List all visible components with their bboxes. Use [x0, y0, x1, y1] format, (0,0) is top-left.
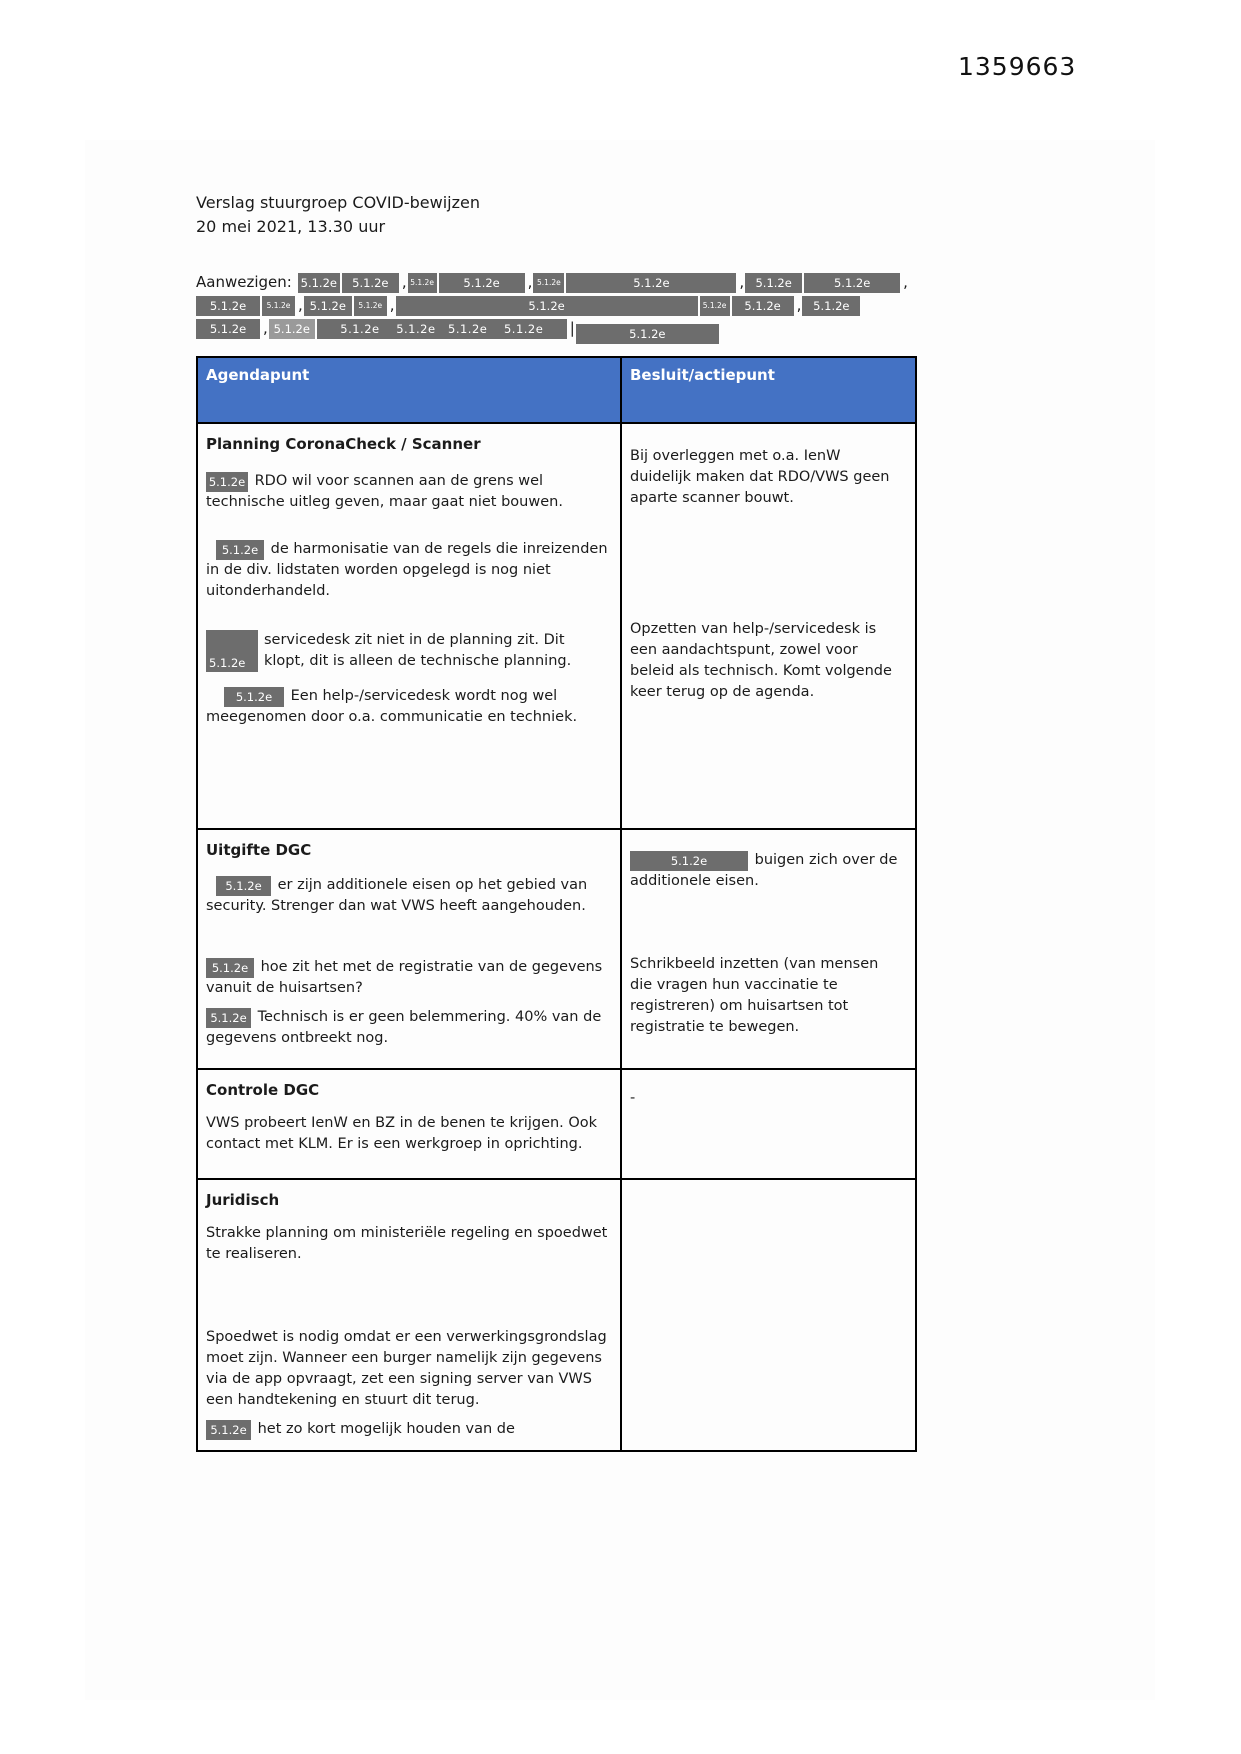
paragraph-text: VWS probeert IenW en BZ in de benen te krijgen. Ook contact met KLM. Er is een werkgroep in oprichting.	[206, 1115, 598, 1152]
redaction-box: 5.1.2e	[196, 319, 260, 339]
agendapunt-cell	[197, 829, 621, 1069]
redaction-box: 5.1.2e	[802, 296, 860, 316]
column-header-besluit-actiepunt: Besluit/actiepunt	[621, 357, 916, 423]
paragraph-text: Opzetten van help-/servicedesk is een aandachtspunt, zowel voor beleid als technisch. Komt volgende keer terug op de agenda.	[630, 621, 892, 700]
separator: ,	[263, 319, 268, 337]
redaction-box: 5.1.2e 5.1.2e 5.1.2e 5.1.2e	[317, 319, 567, 339]
agendapunt-cell	[197, 1069, 621, 1179]
separator: ,	[796, 296, 802, 314]
paragraph	[206, 957, 608, 999]
separator: ,	[389, 296, 395, 314]
redaction-box: 5.1.2e	[342, 273, 399, 293]
agenda-row	[197, 829, 916, 1069]
paragraph-text: Schrikbeeld inzetten (van mensen die vragen hun vaccinatie te registreren) om huisartsen tot registratie te bewegen.	[630, 956, 879, 1035]
document-content	[196, 192, 918, 1452]
paragraph-text: Strakke planning om ministeriële regeling en spoedwet te realiseren.	[206, 1225, 608, 1262]
agenda-row	[197, 1179, 916, 1451]
redaction-box: 5.1.2e	[206, 472, 248, 492]
redaction-box: 5.1.2e	[196, 296, 260, 316]
separator: ,	[739, 273, 745, 291]
document-title: Verslag stuurgroep COVID-bewijzen	[196, 193, 480, 212]
redaction-box: 5.1.2e	[745, 273, 802, 293]
agendapunt-cell	[197, 423, 621, 829]
paragraph-text: buigen zich over de additionele eisen.	[630, 852, 898, 889]
attendees-section	[196, 272, 918, 340]
paragraph	[206, 875, 608, 917]
separator: ,	[298, 296, 303, 314]
paragraph-text: het zo kort mogelijk houden van de	[253, 1421, 515, 1437]
redaction-box: 5.1.2e	[732, 296, 794, 316]
redaction-box: 5.1.2e	[396, 296, 698, 316]
paragraph	[630, 619, 903, 703]
redaction-box: 5.1.2e	[224, 687, 284, 707]
paragraph-text: hoe zit het met de registratie van de gegevens vanuit de huisartsen?	[206, 959, 603, 996]
redaction-box: 5.1.2e	[408, 273, 437, 293]
separator: ,	[903, 273, 908, 291]
paragraph-text: er zijn additionele eisen op het gebied van security. Strenger dan wat VWS heeft aangehouden.	[206, 877, 588, 914]
agenda-item-title: Uitgifte DGC	[206, 841, 312, 859]
separator: |	[569, 319, 575, 337]
minutes-table	[196, 356, 917, 1452]
paragraph-text: -	[630, 1090, 636, 1106]
paragraph	[206, 1327, 608, 1411]
page-number: 1359663	[958, 52, 1077, 81]
attendees-line	[196, 295, 918, 317]
redaction-box: 5.1.2e	[576, 324, 719, 344]
redaction-box: 5.1.2e	[439, 273, 525, 293]
paragraph	[630, 850, 903, 892]
redaction-box: 5.1.2e	[630, 851, 748, 871]
paragraph-text: Technisch is er geen belemmering. 40% van de gegevens ontbreekt nog.	[206, 1009, 602, 1046]
paragraph	[630, 954, 903, 1038]
agenda-item-title: Planning CoronaCheck / Scanner	[206, 435, 481, 453]
agendapunt-cell	[197, 1179, 621, 1451]
redaction-box: 5.1.2e	[206, 958, 254, 978]
paragraph-text: Een help-/servicedesk wordt nog wel meegenomen door o.a. communicatie en techniek.	[206, 688, 578, 725]
paragraph	[206, 630, 608, 672]
redaction-box: 5.1.2e	[206, 1008, 251, 1028]
paragraph-text: servicedesk zit niet in de planning zit. Dit klopt, dit is alleen de technische planning.	[264, 632, 572, 669]
column-header-agendapunt: Agendapunt	[197, 357, 621, 423]
document-datetime: 20 mei 2021, 13.30 uur	[196, 217, 386, 236]
redaction-box: 5.1.2e	[216, 540, 264, 560]
separator: ,	[527, 273, 533, 291]
attendees-label: Aanwezigen:	[196, 273, 292, 291]
separator: ,	[401, 273, 407, 291]
paragraph-text: Bij overleggen met o.a. IenW duidelijk maken dat RDO/VWS geen aparte scanner bouwt.	[630, 448, 890, 506]
redaction-box: 5.1.2e	[533, 273, 564, 293]
redaction-box: 5.1.2e	[262, 296, 295, 316]
paragraph-text: RDO wil voor scannen aan de grens wel technische uitleg geven, maar gaat niet bouwen.	[206, 473, 563, 510]
redaction-box: 5.1.2e	[206, 1420, 251, 1440]
redaction-box: 5.1.2e	[298, 273, 340, 293]
paragraph	[630, 1088, 903, 1109]
besluit-cell	[621, 1179, 916, 1451]
paragraph-text: Spoedwet is nodig omdat er een verwerkingsgrondslag moet zijn. Wanneer een burger namelijk zijn gegevens via de app opvraagt, zet een signing server van VWS een handtekening en stuurt dit terug.	[206, 1329, 607, 1408]
redaction-box: 5.1.2e	[304, 296, 352, 316]
agenda-row	[197, 1069, 916, 1179]
redaction-box: 5.1.2e	[216, 876, 271, 896]
paragraph-text: de harmonisatie van de regels die inreizenden in de div. lidstaten worden opgelegd is nog niet uitonderhandeld.	[206, 541, 608, 599]
paragraph	[206, 1007, 608, 1049]
attendees-line	[196, 318, 918, 340]
redaction-box: 5.1.2e	[804, 273, 900, 293]
paragraph	[206, 539, 608, 602]
paragraph	[630, 446, 903, 509]
agenda-item-title: Juridisch	[206, 1191, 280, 1209]
paragraph	[206, 1113, 608, 1155]
besluit-cell	[621, 829, 916, 1069]
redaction-box: 5.1.2e	[566, 273, 736, 293]
besluit-cell	[621, 423, 916, 829]
paragraph	[206, 471, 608, 513]
redaction-box: 5.1.2e	[206, 630, 258, 672]
agenda-row	[197, 423, 916, 829]
redaction-box: 5.1.2e	[354, 296, 387, 316]
paragraph	[206, 1419, 608, 1440]
redaction-box: 5.1.2e	[700, 296, 730, 316]
attendees-line	[196, 272, 918, 294]
redaction-box: 5.1.2e	[269, 319, 315, 339]
paragraph	[206, 1223, 608, 1265]
besluit-cell	[621, 1069, 916, 1179]
paragraph	[206, 686, 608, 728]
table-header-row	[197, 357, 916, 423]
agenda-item-title: Controle DGC	[206, 1081, 320, 1099]
